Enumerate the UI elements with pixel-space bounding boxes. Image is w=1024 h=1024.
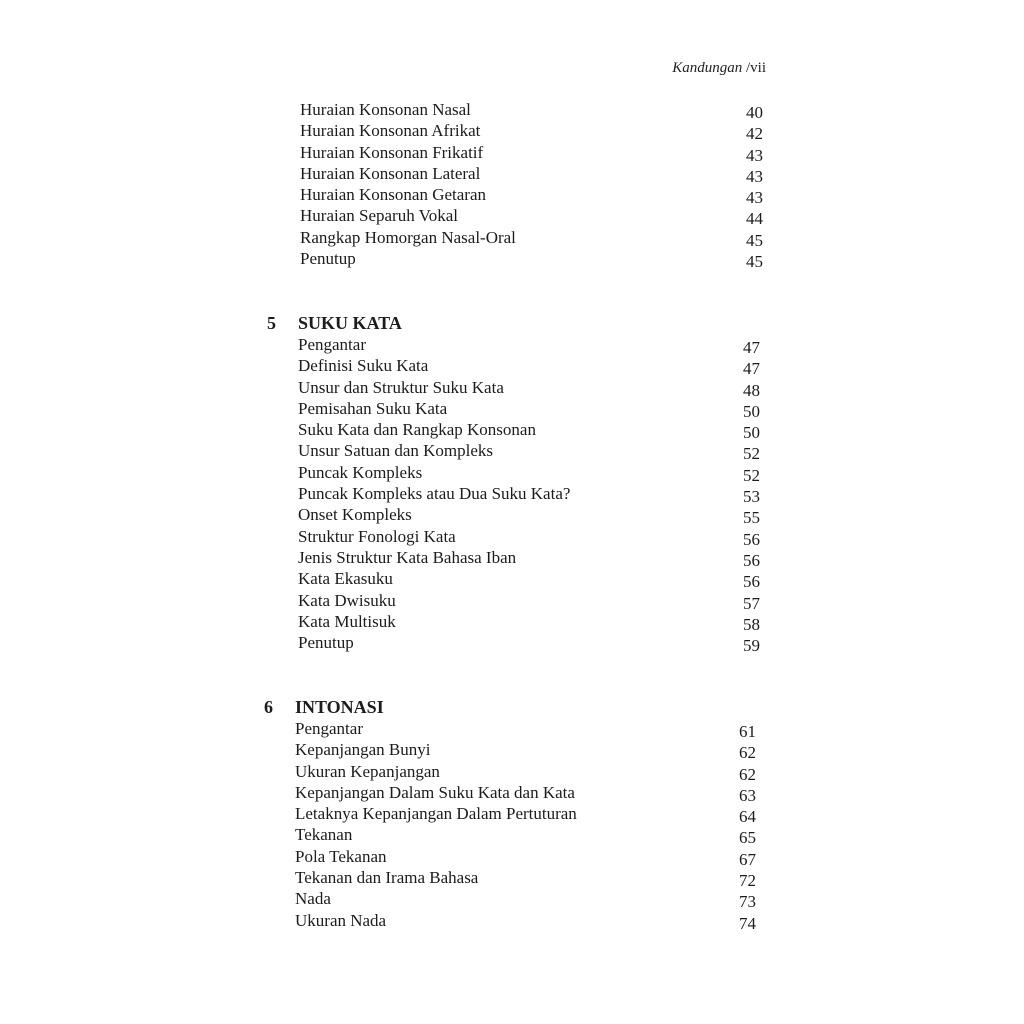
toc-entry-title: Jenis Struktur Kata Bahasa Iban bbox=[298, 547, 517, 567]
toc-entry bbox=[298, 547, 760, 568]
toc-entry bbox=[295, 803, 756, 827]
toc-entry-title: Kata Ekasuku bbox=[298, 569, 393, 589]
toc-entry-title: Huraian Konsonan Frikatif bbox=[300, 142, 484, 162]
toc-entry-title: Kata Dwisuku bbox=[298, 590, 396, 610]
toc-entry-title: Kepanjangan Bunyi bbox=[295, 740, 431, 760]
toc-entry-page: 45 bbox=[746, 230, 763, 250]
toc-entry bbox=[298, 632, 760, 656]
toc-entry-title: Kepanjangan Dalam Suku Kata dan Kata bbox=[295, 782, 575, 802]
toc-entry-page: 72 bbox=[739, 871, 756, 891]
toc-entry-title: Pengantar bbox=[295, 719, 363, 738]
toc-entry bbox=[295, 782, 756, 803]
toc-entry-title: Ukuran Kepanjangan bbox=[295, 761, 440, 781]
toc-entry-page: 50 bbox=[743, 423, 760, 443]
toc-entry bbox=[300, 227, 763, 248]
toc-entry bbox=[300, 248, 763, 272]
toc-entry-title: Huraian Konsonan Getaran bbox=[300, 185, 486, 205]
toc-entry bbox=[300, 120, 763, 144]
toc-entry-title: Tekanan bbox=[295, 825, 353, 845]
header-separator: / bbox=[742, 60, 751, 76]
toc-entry-title: Pemisahan Suku Kata bbox=[298, 398, 448, 418]
toc-entry-page: 67 bbox=[739, 849, 756, 869]
toc-entry-title: Pengantar bbox=[298, 335, 366, 354]
toc-chapter-6 bbox=[264, 696, 756, 933]
toc-entry bbox=[298, 398, 760, 419]
toc-entry bbox=[295, 718, 756, 739]
header-section: Kandungan bbox=[672, 60, 743, 76]
toc-entry-page: 62 bbox=[739, 764, 756, 784]
toc-entry bbox=[295, 846, 756, 867]
toc-entry-page: 42 bbox=[746, 124, 763, 144]
toc-chapter-5 bbox=[267, 312, 760, 656]
toc-entry-page: 57 bbox=[743, 593, 760, 613]
toc-entry-page: 53 bbox=[743, 487, 760, 507]
toc-entry-page: 74 bbox=[739, 913, 756, 933]
toc-entry-title: Letaknya Kepanjangan Dalam Pertuturan bbox=[295, 804, 577, 824]
toc-entry-title: Huraian Konsonan Nasal bbox=[300, 100, 471, 119]
toc-entry bbox=[298, 611, 760, 632]
toc-entry bbox=[295, 910, 756, 931]
toc-entry-page: 65 bbox=[739, 828, 756, 848]
toc-entry-page: 43 bbox=[746, 188, 763, 208]
toc-entry-title: Puncak Kompleks atau Dua Suku Kata? bbox=[298, 484, 571, 504]
toc-entry-page: 47 bbox=[743, 359, 760, 379]
toc-entry bbox=[300, 99, 763, 120]
toc-entry bbox=[298, 504, 760, 528]
toc-entry-title: Unsur dan Struktur Suku Kata bbox=[298, 377, 504, 397]
toc-entry bbox=[298, 419, 760, 443]
toc-entry-page: 58 bbox=[743, 614, 760, 634]
chapter-number: 5 bbox=[267, 313, 276, 333]
toc-entry-title: Ukuran Nada bbox=[295, 910, 387, 930]
toc-entry-title: Huraian Konsonan Afrikat bbox=[300, 121, 481, 141]
toc-entry-title: Tekanan dan Irama Bahasa bbox=[295, 868, 479, 888]
toc-entry-title: Rangkap Homorgan Nasal-Oral bbox=[300, 227, 516, 247]
toc-entry-title: Pola Tekanan bbox=[295, 846, 387, 866]
toc-entry bbox=[295, 824, 756, 848]
toc-entry bbox=[298, 526, 760, 547]
toc-entry-page: 43 bbox=[746, 145, 763, 165]
toc-entry bbox=[295, 888, 756, 912]
toc-entry-page: 64 bbox=[739, 807, 756, 827]
toc-entry-page: 43 bbox=[746, 166, 763, 186]
toc-entry-page: 45 bbox=[746, 252, 763, 272]
toc-entry-page: 47 bbox=[743, 338, 760, 357]
toc-entry-title: Puncak Kompleks bbox=[298, 462, 423, 482]
toc-entry-title: Suku Kata dan Rangkap Konsonan bbox=[298, 420, 536, 440]
toc-entry-page: 56 bbox=[743, 550, 760, 570]
toc-entry-title: Penutup bbox=[300, 249, 356, 269]
toc-entry-page: 52 bbox=[743, 444, 760, 464]
toc-entry-page: 61 bbox=[739, 722, 756, 741]
toc-entry bbox=[298, 355, 760, 379]
toc-entry bbox=[298, 568, 760, 592]
running-header bbox=[672, 60, 766, 77]
toc-entry bbox=[295, 739, 756, 763]
chapter-title: SUKU KATA bbox=[298, 313, 402, 333]
toc-entry bbox=[298, 440, 760, 464]
toc-entry-page: 48 bbox=[743, 380, 760, 400]
toc-entry bbox=[300, 163, 763, 184]
toc-entry-title: Unsur Satuan dan Kompleks bbox=[298, 441, 494, 461]
toc-entry-page: 63 bbox=[739, 785, 756, 805]
toc-entry bbox=[295, 867, 756, 891]
toc-entry-page: 73 bbox=[739, 892, 756, 912]
toc-entry bbox=[298, 590, 760, 611]
toc-entry bbox=[298, 334, 760, 355]
toc-entry bbox=[298, 483, 760, 507]
header-page-number: vii bbox=[750, 60, 766, 76]
toc-entry-title: Onset Kompleks bbox=[298, 505, 412, 525]
toc-entry-title: Huraian Konsonan Lateral bbox=[300, 163, 481, 183]
toc-entry bbox=[300, 142, 763, 163]
toc-entry-title: Nada bbox=[295, 889, 331, 909]
toc-entry-title: Struktur Fonologi Kata bbox=[298, 526, 456, 546]
chapter-number: 6 bbox=[264, 697, 273, 717]
toc-entry-title: Huraian Separuh Vokal bbox=[300, 206, 459, 226]
toc-entry-page: 44 bbox=[746, 209, 763, 229]
chapter-title: INTONASI bbox=[295, 697, 384, 717]
toc-entry-page: 62 bbox=[739, 743, 756, 763]
toc-entry-title: Kata Multisuk bbox=[298, 611, 396, 631]
toc-entry-page: 50 bbox=[743, 401, 760, 421]
chapter-heading bbox=[267, 312, 760, 334]
toc-entry-page: 55 bbox=[743, 508, 760, 528]
toc-continued-section bbox=[300, 99, 763, 272]
toc-entry-page: 59 bbox=[743, 636, 760, 656]
toc-entry bbox=[298, 377, 760, 398]
toc-entry bbox=[300, 205, 763, 229]
toc-entry-title: Penutup bbox=[298, 633, 354, 653]
toc-entry-page: 40 bbox=[746, 103, 763, 122]
toc-entry bbox=[298, 462, 760, 483]
toc-entry bbox=[295, 761, 756, 782]
toc-entry-page: 56 bbox=[743, 529, 760, 549]
toc-entry-page: 52 bbox=[743, 465, 760, 485]
toc-entry-title: Definisi Suku Kata bbox=[298, 356, 429, 376]
toc-entry bbox=[300, 184, 763, 208]
toc-entry-page: 56 bbox=[743, 572, 760, 592]
chapter-heading bbox=[264, 696, 756, 718]
